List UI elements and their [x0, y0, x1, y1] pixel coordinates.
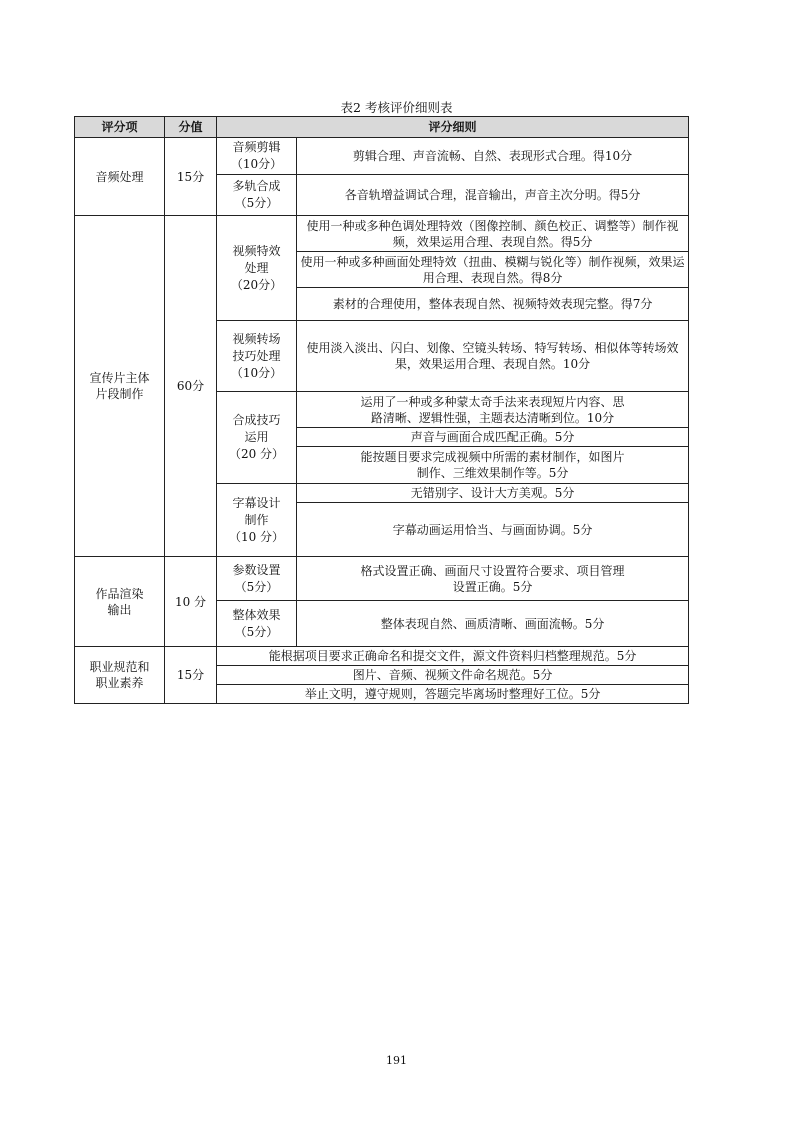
detail-cell: 图片、音频、视频文件命名规范。5分: [217, 666, 689, 685]
sub-item-cell: 多轨合成 （5分）: [217, 175, 297, 216]
detail-cell: 各音轨增益调试合理，混音输出，声音主次分明。得5分: [297, 175, 689, 216]
header-item: 评分项: [75, 117, 165, 138]
detail-cell: 使用一种或多种画面处理特效（扭曲、模糊与锐化等）制作视频，效果运用合理、表现自然。得8分: [297, 252, 689, 288]
header-score: 分值: [165, 117, 217, 138]
table-row: [75, 647, 689, 666]
evaluation-table: [74, 116, 689, 704]
detail-cell: 声音与画面合成匹配正确。5分: [297, 428, 689, 447]
score-cell: 60分: [165, 216, 217, 557]
detail-cell: 整体表现自然、画质清晰、画面流畅。5分: [297, 601, 689, 647]
detail-cell: 运用了一种或多种蒙太奇手法来表现短片内容、思 路清晰、逻辑性强，主题表达清晰到位。10分: [297, 392, 689, 428]
detail-cell: 使用一种或多种色调处理特效（图像控制、颜色校正、调整等）制作视频，效果运用合理、表现自然。得5分: [297, 216, 689, 252]
table-row: [75, 557, 689, 601]
score-cell: 10 分: [165, 557, 217, 647]
sub-item-cell: 视频转场 技巧处理 （10分）: [217, 321, 297, 392]
sub-item-cell: 合成技巧 运用 （20 分）: [217, 392, 297, 484]
detail-cell: 能根据项目要求正确命名和提交文件，源文件资料归档整理规范。5分: [217, 647, 689, 666]
table-row: [75, 138, 689, 175]
detail-cell: 使用淡入淡出、闪白、划像、空镜头转场、特写转场、相似体等转场效果，效果运用合理、表现自然。10分: [297, 321, 689, 392]
header-row: [75, 117, 689, 138]
detail-cell: 举止文明，遵守规则，答题完毕离场时整理好工位。5分: [217, 685, 689, 704]
detail-cell: 格式设置正确、画面尺寸设置符合要求、项目管理 设置正确。5分: [297, 557, 689, 601]
item-cell: 职业规范和 职业素养: [75, 647, 165, 704]
page-number: 191: [386, 1054, 407, 1067]
header-detail: 评分细则: [217, 117, 689, 138]
table-caption: 表2 考核评价细则表: [340, 100, 453, 115]
score-cell: 15分: [165, 647, 217, 704]
sub-item-cell: 字幕设计 制作 （10 分）: [217, 484, 297, 557]
detail-cell: 剪辑合理、声音流畅、自然、表现形式合理。得10分: [297, 138, 689, 175]
table-row: [75, 216, 689, 252]
detail-cell: 能按题目要求完成视频中所需的素材制作，如图片 制作、三维效果制作等。5分: [297, 447, 689, 484]
detail-cell: 素材的合理使用，整体表现自然、视频特效表现完整。得7分: [297, 288, 689, 321]
sub-item-cell: 视频特效 处理 （20分）: [217, 216, 297, 321]
detail-cell: 无错别字、设计大方美观。5分: [297, 484, 689, 503]
item-cell: 音频处理: [75, 138, 165, 216]
sub-item-cell: 整体效果 （5分）: [217, 601, 297, 647]
score-cell: 15分: [165, 138, 217, 216]
detail-cell: 字幕动画运用恰当、与画面协调。5分: [297, 503, 689, 557]
sub-item-cell: 参数设置 （5分）: [217, 557, 297, 601]
item-cell: 宣传片主体 片段制作: [75, 216, 165, 557]
sub-item-cell: 音频剪辑 （10分）: [217, 138, 297, 175]
item-cell: 作品渲染 输出: [75, 557, 165, 647]
